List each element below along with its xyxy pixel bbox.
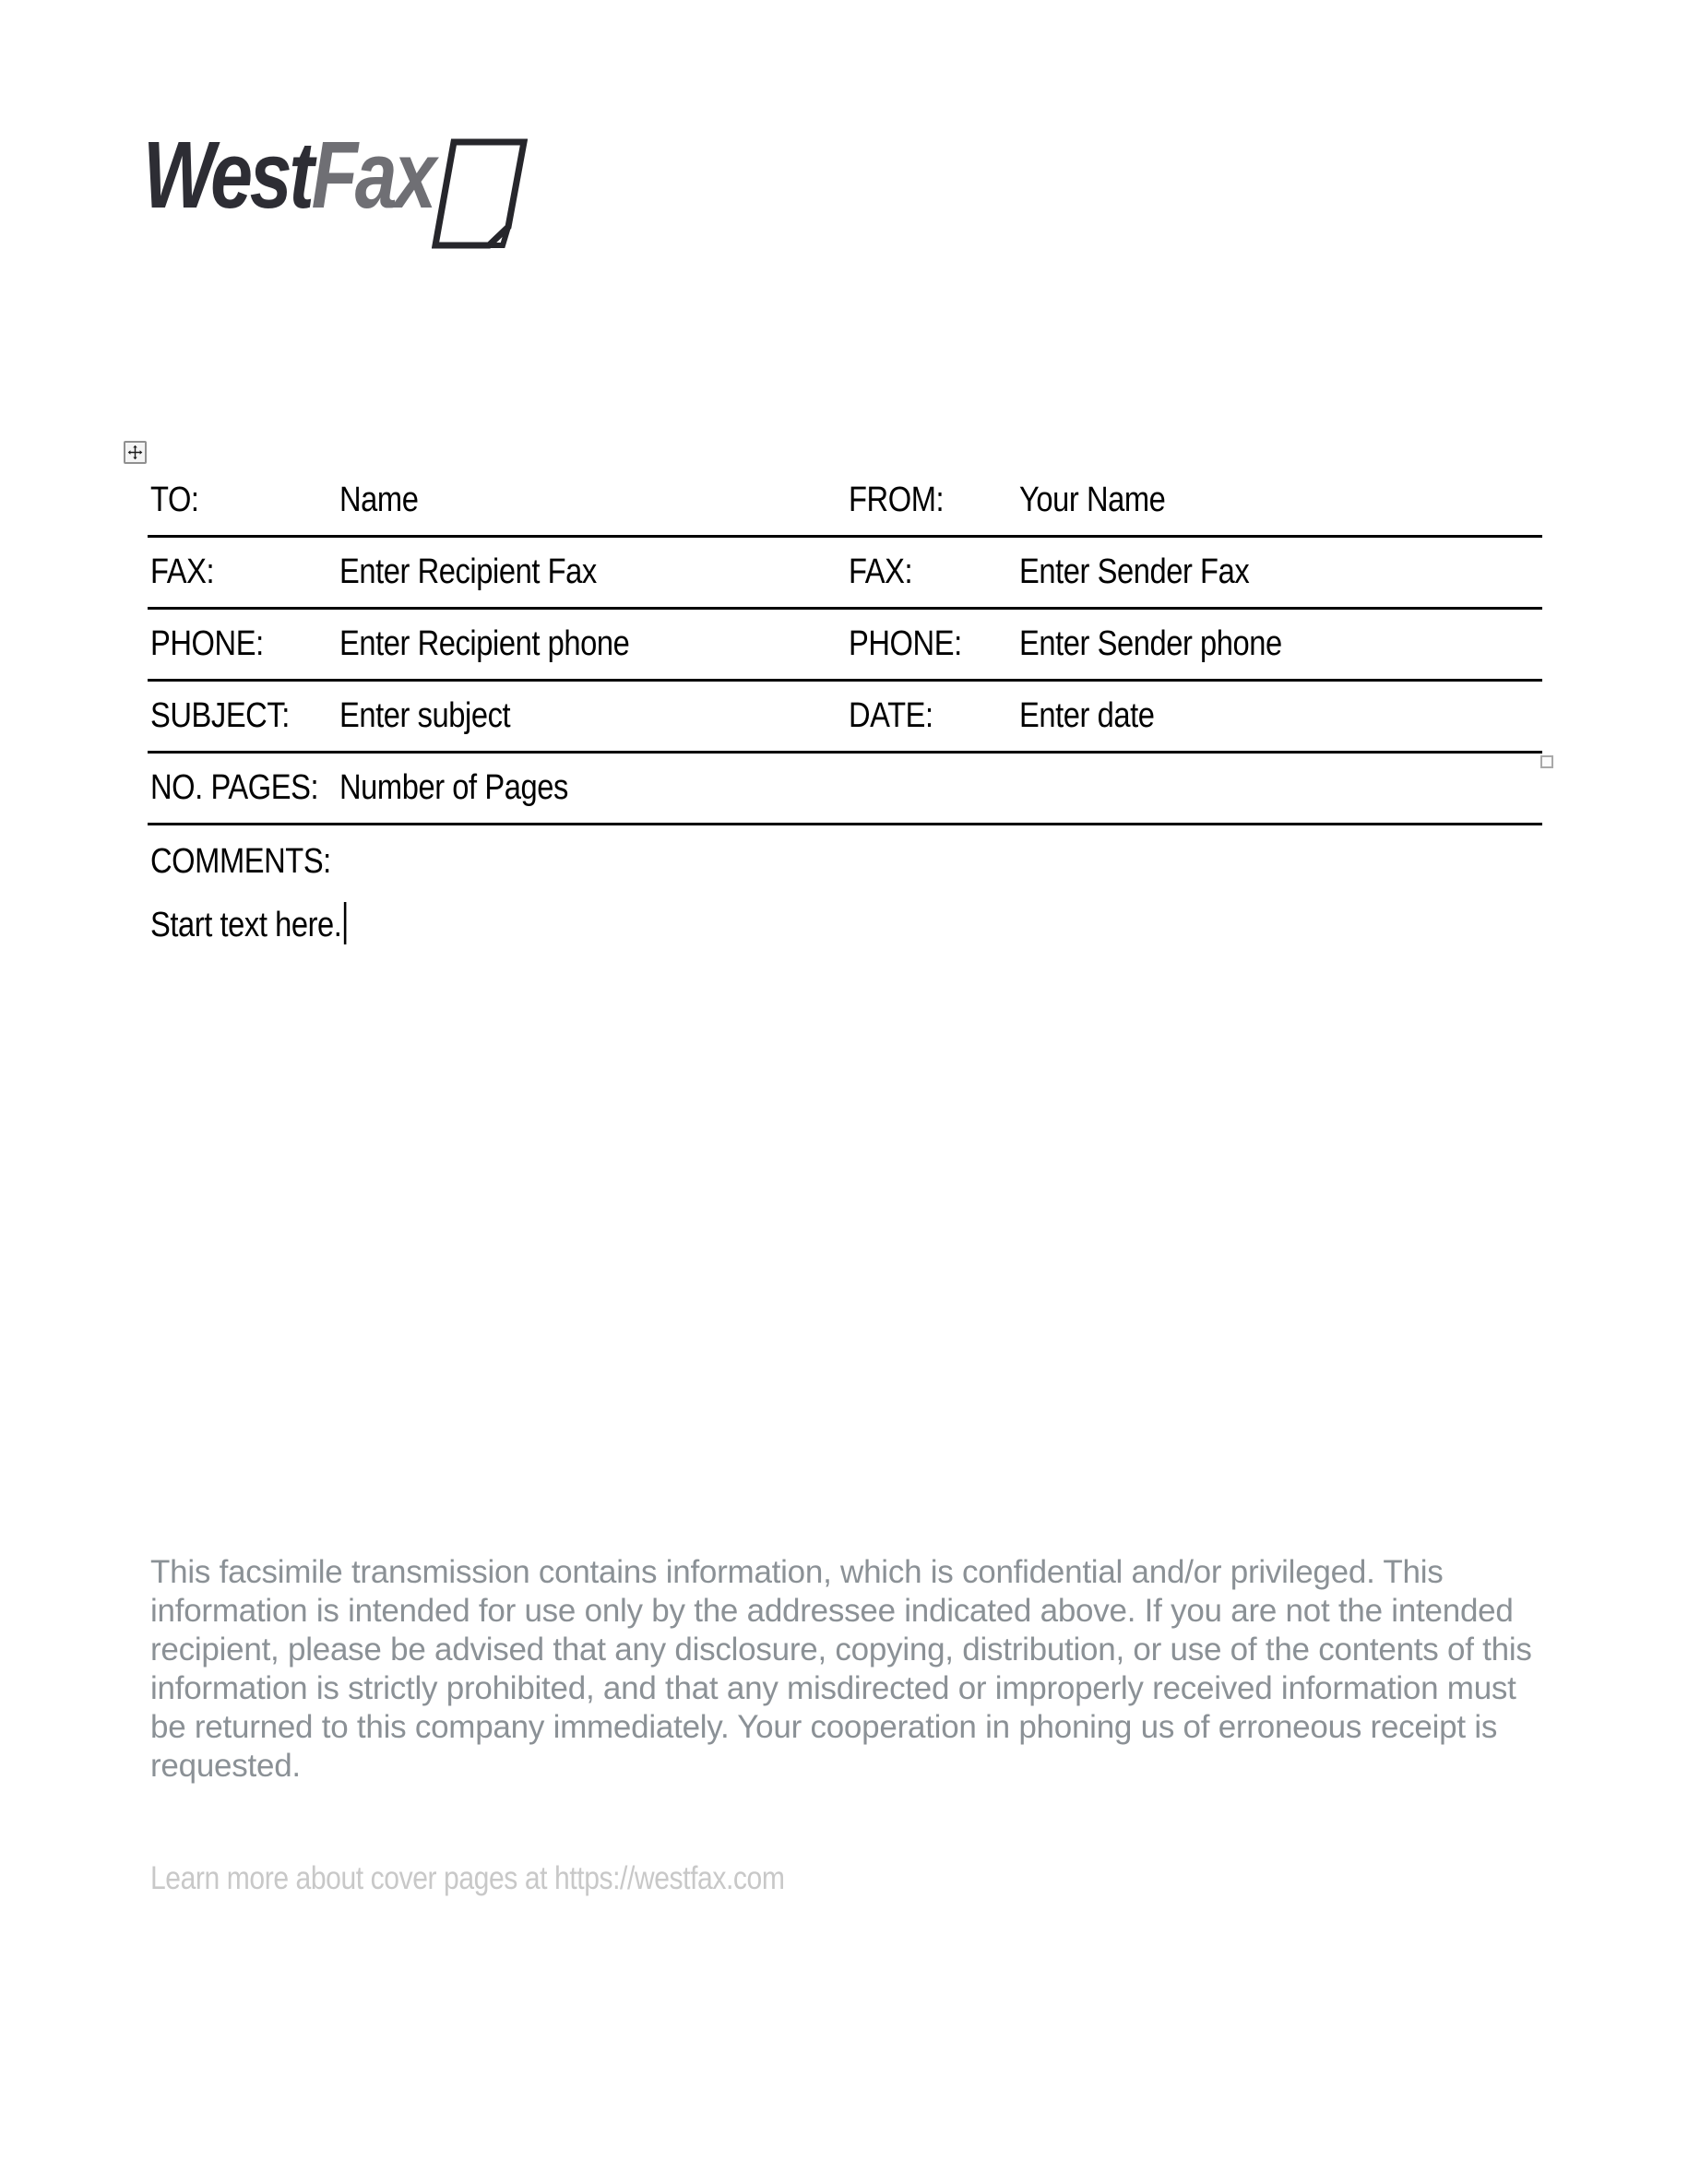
fax-paper-icon [432, 138, 528, 251]
field-value-no-pages[interactable]: Number of Pages [339, 768, 568, 807]
field-value-recipient-fax[interactable]: Enter Recipient Fax [339, 552, 597, 591]
table-move-handle[interactable] [124, 441, 147, 464]
table-row-fax [148, 538, 1542, 610]
field-value-empty-1 [1016, 768, 1542, 808]
field-label-date: DATE: [849, 696, 933, 735]
table-row-to-from [148, 466, 1542, 538]
field-label-sender-fax: FAX: [849, 552, 913, 591]
text-cursor [344, 902, 347, 944]
field-label-recipient-fax: FAX: [150, 552, 215, 591]
table-row-pages [148, 754, 1542, 825]
westfax-logo [143, 122, 506, 256]
field-label-empty-1 [846, 768, 1016, 808]
field-label-to: TO: [150, 481, 199, 519]
field-label-sender-phone: PHONE: [849, 624, 962, 663]
field-label-subject: SUBJECT: [150, 696, 290, 735]
logo-text-west: West [143, 122, 312, 228]
field-value-sender-phone[interactable]: Enter Sender phone [1019, 624, 1282, 663]
field-value-date[interactable]: Enter date [1019, 696, 1155, 735]
logo-text-fax: Fax [311, 122, 434, 228]
field-value-empty-4 [1016, 842, 1542, 882]
table-row-subject-date [148, 682, 1542, 754]
field-value-subject[interactable]: Enter subject [339, 696, 511, 735]
field-label-no-pages: NO. PAGES: [150, 768, 319, 807]
move-arrows-icon [127, 445, 143, 460]
table-row-phone [148, 610, 1542, 682]
field-label-empty-3 [846, 842, 1016, 882]
field-value-to[interactable]: Name [339, 481, 419, 519]
fax-fields-table [148, 466, 1542, 897]
footer-note-text: Learn more about cover pages at https://westfax.com [150, 1860, 785, 1896]
comments-start-text[interactable] [150, 902, 378, 945]
table-resize-handle[interactable] [1540, 755, 1553, 768]
field-label-from: FROM: [849, 481, 945, 519]
footer-note [150, 1859, 887, 1898]
field-value-empty-2 [337, 842, 846, 882]
disclaimer-text: This facsimile transmission contains information, which is confidential and/or privileged. This information is intended for use only by the addressee indicated above. If you are not the intended recipient, please be advised that any disclosure, copying, distribution, or use of the contents of this information is strictly prohibited, and that any misdirected or improperly received information must be returned to this company immediately. Your cooperation in phoning us of erroneous receipt is requested. [150, 1554, 1532, 1784]
field-value-from[interactable]: Your Name [1019, 481, 1166, 519]
table-row-comments [148, 825, 1542, 897]
field-label-comments: COMMENTS: [150, 841, 331, 881]
field-value-recipient-phone[interactable]: Enter Recipient phone [339, 624, 630, 663]
logo-wordmark [143, 122, 434, 228]
comments-placeholder-text[interactable]: Start text here. [150, 906, 342, 944]
field-label-recipient-phone: PHONE: [150, 624, 264, 663]
field-value-sender-fax[interactable]: Enter Sender Fax [1019, 552, 1250, 591]
